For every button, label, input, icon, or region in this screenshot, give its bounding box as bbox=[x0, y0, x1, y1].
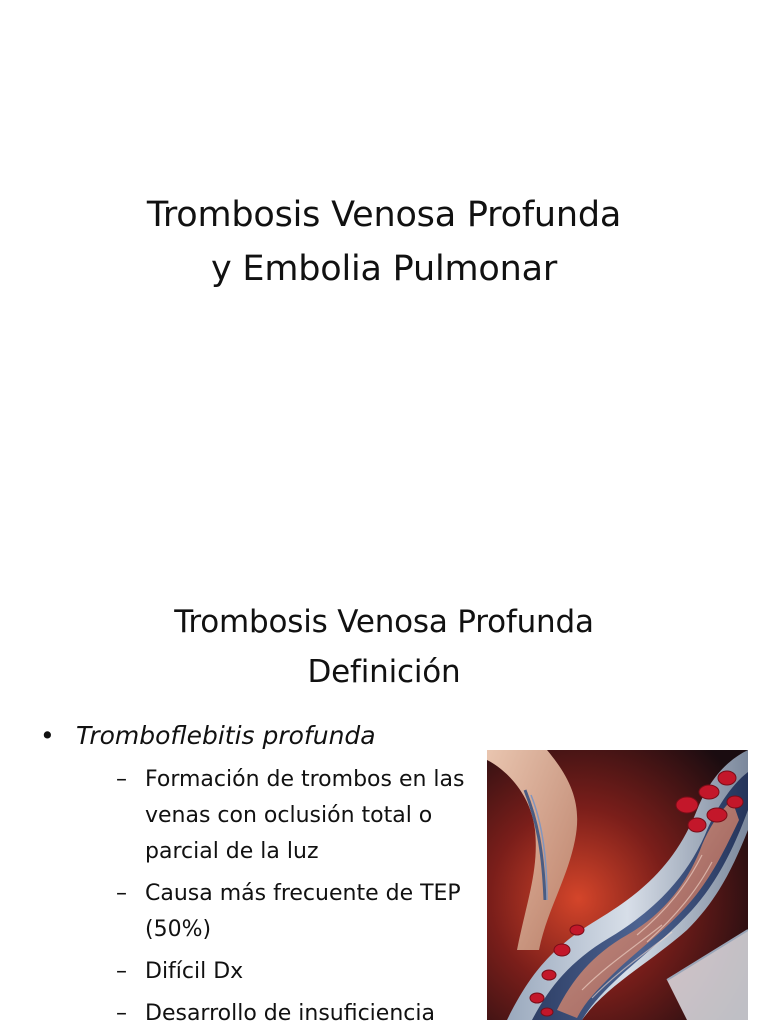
dash-marker: – bbox=[116, 1001, 127, 1024]
thrombus-in-vein-illustration bbox=[487, 750, 748, 1020]
sub-bullet-item bbox=[76, 996, 480, 1024]
slide-title bbox=[0, 188, 768, 296]
slide-2 bbox=[0, 576, 768, 1024]
sub-bullet-item bbox=[76, 876, 480, 948]
sub-bullet-text: Causa más frecuente de TEP (50%) bbox=[145, 881, 461, 942]
sub-bullet-text: Difícil Dx bbox=[145, 959, 244, 984]
dash-marker: – bbox=[116, 881, 127, 906]
dash-marker: – bbox=[116, 959, 127, 984]
title-line-1: Trombosis Venosa Profunda bbox=[146, 195, 622, 235]
title-line-1: Trombosis Venosa Profunda bbox=[174, 604, 594, 640]
title-line-2: y Embolia Pulmonar bbox=[210, 249, 558, 289]
title-line-2: Definición bbox=[307, 654, 461, 690]
sub-bullet-item bbox=[76, 762, 480, 870]
sub-bullet-list bbox=[76, 762, 480, 1024]
dash-marker: – bbox=[116, 767, 127, 792]
bullet-item bbox=[40, 714, 480, 1024]
slide-title bbox=[0, 597, 768, 697]
sub-bullet-text: Formación de trombos en las venas con oclusión total o parcial de la luz bbox=[145, 767, 465, 864]
sub-bullet-item bbox=[76, 954, 480, 990]
bullet-text: Tromboflebitis profunda bbox=[76, 721, 376, 750]
bullet-list bbox=[40, 714, 480, 1024]
sub-bullet-text: Desarrollo de insuficiencia bbox=[145, 1001, 435, 1024]
bullet-dot: • bbox=[40, 721, 55, 750]
